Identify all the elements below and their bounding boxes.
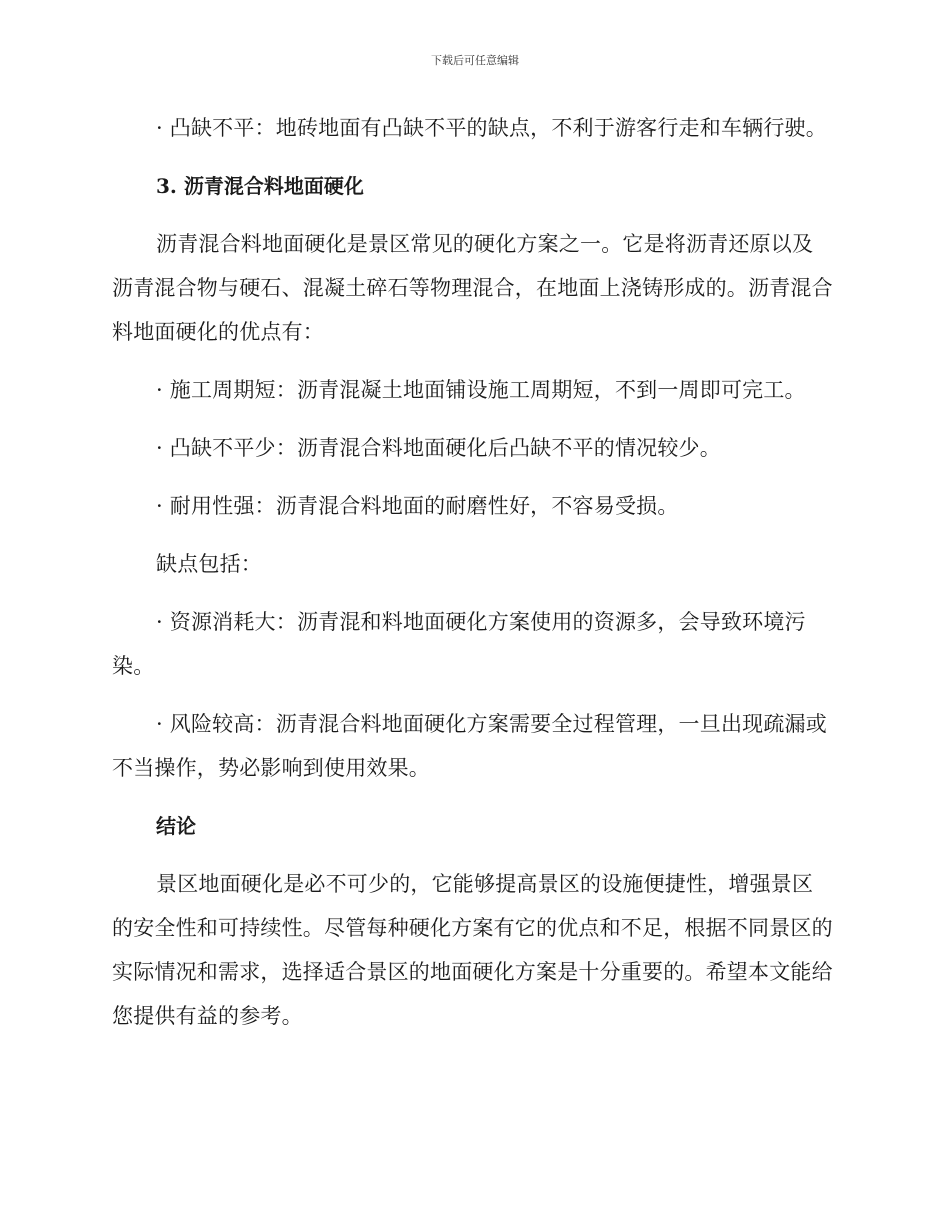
bullet-paragraph: · 凸缺不平少：沥青混合料地面硬化后凸缺不平的情况较少。 <box>156 436 721 460</box>
section-heading: 结论 <box>156 814 196 838</box>
bullet-paragraph: · 凸缺不平：地砖地面有凸缺不平的缺点，不利于游客行走和车辆行驶。 <box>156 116 827 140</box>
body-paragraph: 景区地面硬化是必不可少的，它能够提高景区的设施便捷性，增强景区的安全性和可持续性。尽管每种硬化方案有它的优点和不足，根据不同景区的实际情况和需求，选择适合景区的地面硬化方案是十分重要的。希望本文能给您提供有益的参考。 <box>112 872 833 1028</box>
page-header: 下载后可任意编辑 <box>431 54 519 67</box>
bullet-paragraph: · 耐用性强：沥青混合料地面的耐磨性好，不容易受损。 <box>156 494 679 518</box>
body-paragraph: 沥青混合料地面硬化是景区常见的硬化方案之一。它是将沥青还原以及沥青混合物与硬石、混凝土碎石等物理混合，在地面上浇铸形成的。沥青混合料地面硬化的优点有： <box>112 232 833 344</box>
bullet-paragraph: · 资源消耗大：沥青混和料地面硬化方案使用的资源多，会导致环境污染。 <box>112 610 806 678</box>
body-paragraph: 缺点包括： <box>156 552 262 576</box>
document-body <box>112 106 834 1052</box>
section-heading: 3. 沥青混合料地面硬化 <box>156 174 364 198</box>
bullet-paragraph: · 施工周期短：沥青混凝土地面铺设施工周期短，不到一周即可完工。 <box>156 378 806 402</box>
bullet-paragraph: · 风险较高：沥青混合料地面硬化方案需要全过程管理，一旦出现疏漏或不当操作，势必影响到使用效果。 <box>112 712 827 780</box>
